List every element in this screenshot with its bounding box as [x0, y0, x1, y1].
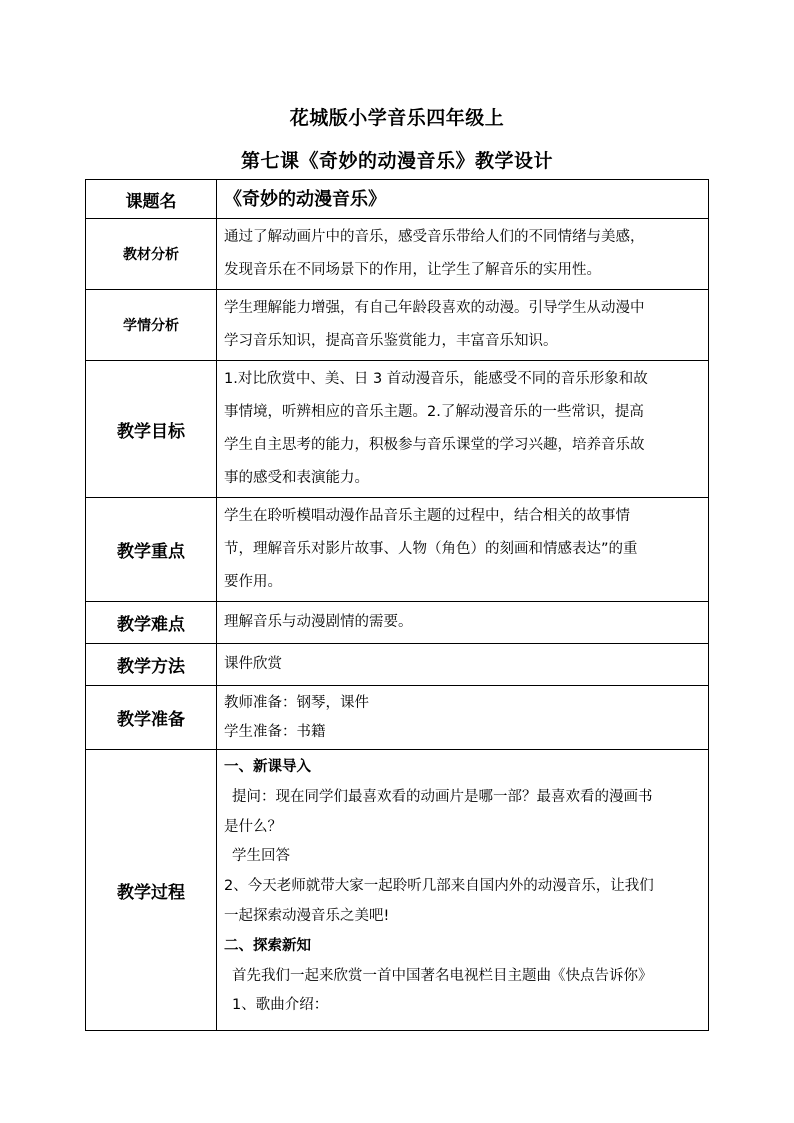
content-line: 教师准备：钢琴，课件 — [224, 694, 369, 711]
content-line: 理解音乐与动漫剧情的需要。 — [224, 614, 413, 630]
table-row-preparation — [86, 686, 709, 750]
content-line: 事情境，听辨相应的音乐主题。2.了解动漫音乐的一些常识，提高 — [224, 404, 644, 420]
table-row-topic — [86, 180, 709, 219]
row-content — [217, 750, 709, 1031]
row-label: 教学方法 — [86, 644, 217, 686]
row-label: 课题名 — [86, 180, 217, 219]
row-content — [217, 219, 709, 290]
content-line: 要作用。 — [224, 574, 282, 590]
table-row-key-points — [86, 498, 709, 602]
row-content — [217, 602, 709, 644]
row-label: 教材分析 — [86, 219, 217, 290]
section-heading: 一、新课导入 — [224, 759, 311, 775]
row-label: 教学目标 — [86, 361, 217, 498]
content-line: 学生在聆听模唱动漫作品音乐主题的过程中，结合相关的故事情 — [224, 508, 630, 524]
content-line: 学生自主思考的能力，积极参与音乐课堂的学习兴趣，培养音乐故 — [224, 437, 645, 453]
row-content — [217, 290, 709, 361]
content-line: 2、今天老师就带大家一起聆听几部来自国内外的动漫音乐，让我们 — [224, 878, 654, 895]
content-line: 发现音乐在不同场景下的作用，让学生了解音乐的实用性。 — [224, 262, 601, 278]
content-line: 1.对比欣赏中、美、日 3 首动漫音乐，能感受不同的音乐形象和故 — [224, 371, 648, 387]
row-content — [217, 498, 709, 602]
table-row-material-analysis — [86, 219, 709, 290]
row-label: 学情分析 — [86, 290, 217, 361]
content-line: 首先我们一起来欣赏一首中国著名电视栏目主题曲《快点告诉你》 — [232, 967, 653, 984]
content-line: 一起探索动漫音乐之美吧! — [224, 907, 390, 924]
row-label: 教学重点 — [86, 498, 217, 602]
row-content — [217, 686, 709, 750]
content-line: 学生回答 — [232, 848, 290, 865]
document-title: 花城版小学音乐四年级上 — [289, 107, 505, 129]
row-content — [217, 644, 709, 686]
document-subtitle: 第七课《奇妙的动漫音乐》教学设计 — [240, 150, 553, 172]
table-row-objectives — [86, 361, 709, 498]
content-line: 事的感受和表演能力。 — [224, 470, 369, 486]
content-line: 通过了解动画片中的音乐，感受音乐带给人们的不同情绪与美感， — [224, 229, 645, 245]
lesson-plan-table — [85, 179, 709, 1031]
content-line: 节，理解音乐对影片故事、人物（角色）的刻画和情感表达”的重 — [224, 541, 638, 557]
section-heading: 二、探索新知 — [224, 937, 311, 954]
row-label: 教学准备 — [86, 686, 217, 750]
content-line: 是什么？ — [224, 818, 282, 835]
row-content — [217, 361, 709, 498]
content-line: 提问：现在同学们最喜欢看的动画片是哪一部？最喜欢看的漫画书 — [232, 788, 653, 805]
row-label: 教学难点 — [86, 602, 217, 644]
row-label: 教学过程 — [86, 750, 217, 1031]
row-content — [217, 180, 709, 219]
content-line: 《奇妙的动漫音乐》 — [224, 188, 386, 210]
content-line: 学生理解能力增强，有自己年龄段喜欢的动漫。引导学生从动漫中 — [224, 300, 645, 316]
table-row-process — [86, 750, 709, 1031]
table-row-methods — [86, 644, 709, 686]
content-line: 学习音乐知识，提高音乐鉴赏能力，丰富音乐知识。 — [224, 333, 558, 349]
content-line: 1、歌曲介绍： — [232, 997, 329, 1014]
content-line: 课件欣赏 — [224, 656, 282, 672]
table-row-student-analysis — [86, 290, 709, 361]
content-line: 学生准备：书籍 — [224, 723, 326, 740]
table-row-difficulties — [86, 602, 709, 644]
